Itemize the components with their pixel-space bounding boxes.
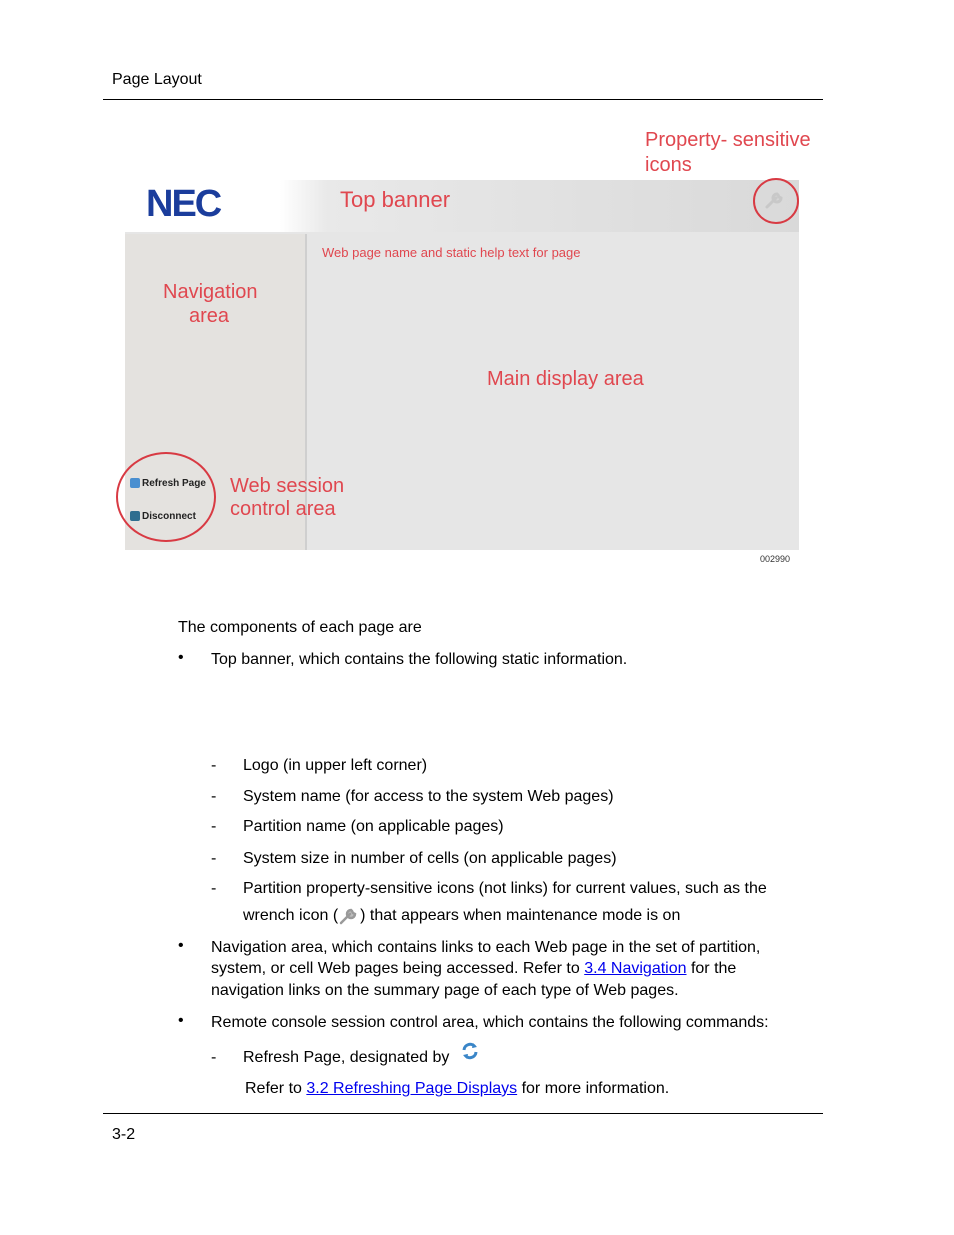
item-property-icons-line2 [243,905,680,927]
page-header-title: Page Layout [112,71,202,88]
refresh-icon [130,478,140,488]
intro-text: The components of each page are [178,619,422,636]
main-display-label: Main display area [487,368,644,390]
help-text-label: Web page name and static help text for page [322,245,581,260]
bullet-marker: • [178,649,184,666]
refer-text-post: for more information. [517,1080,670,1097]
property-icons-label-line1: Property- sensitive [645,129,811,151]
page-layout-figure [118,126,818,576]
dash-marker: - [211,880,217,897]
figure-disconnect-label: Disconnect [142,511,196,522]
item-system-size: System size in number of cells (on applicable pages) [243,850,617,867]
figure-refresh-button [130,478,206,489]
disconnect-icon [130,511,140,521]
bullet-navigation-line3: navigation links on the summary page of each type of Web pages. [211,982,679,999]
dash-marker: - [211,1049,217,1066]
refresh-icon [460,1041,480,1061]
property-icons-label-line2: icons [645,154,692,176]
navigation-section-link[interactable]: 3.4 Navigation [584,960,687,977]
bullet-navigation-line2 [211,958,736,980]
item-partition-name: Partition name (on applicable pages) [243,818,504,835]
page-number: 3-2 [112,1126,136,1143]
item-logo: Logo (in upper left corner) [243,757,428,774]
session-label-line1: Web session [230,475,345,497]
bullet-marker: • [178,1012,184,1029]
header-rule [103,99,823,100]
wrench-icon [763,188,787,212]
item-property-icons: Partition property-sensitive icons (not links) for current values, such as the [243,880,767,897]
figure-main-area [308,234,799,550]
item-system-name: System name (for access to the system Web pages) [243,788,614,805]
nav-text-post: for the [686,960,737,977]
nav-text-pre: system, or cell Web pages being accessed. Refer to [211,960,585,977]
top-banner-label: Top banner [340,187,451,212]
refer-text-pre: Refer to [245,1080,307,1097]
bullet-marker: • [178,937,184,954]
session-label-line2: control area [230,498,336,520]
dash-marker: - [211,850,217,867]
figure-refresh-label: Refresh Page [142,478,206,489]
footer-rule [103,1113,823,1114]
nav-area-label-line1: Navigation [163,281,258,303]
bullet-remote-console: Remote console session control area, which contains the following commands: [211,1014,769,1031]
dash-marker: - [211,788,217,805]
session-highlight-circle [116,452,216,542]
wrench-text-post: ) that appears when maintenance mode is on [360,907,681,924]
wrench-icon [338,906,360,926]
bullet-navigation-line1: Navigation area, which contains links to each Web page in the set of partition, [211,939,761,956]
refresh-text: Refresh Page, designated by [243,1049,450,1066]
figure-disconnect-button [130,511,196,522]
figure-code: 002990 [760,554,791,564]
refer-refreshing [245,1078,669,1100]
nec-logo: NEC [146,183,221,225]
refreshing-section-link[interactable]: 3.2 Refreshing Page Displays [306,1080,518,1097]
figure-top-banner [125,180,799,232]
bullet-top-banner: Top banner, which contains the following static information. [211,651,628,668]
wrench-text-pre: wrench icon ( [243,907,339,924]
nav-area-label-line2: area [189,305,230,327]
dash-marker: - [211,818,217,835]
dash-marker: - [211,757,217,774]
item-refresh-page [243,1047,480,1069]
